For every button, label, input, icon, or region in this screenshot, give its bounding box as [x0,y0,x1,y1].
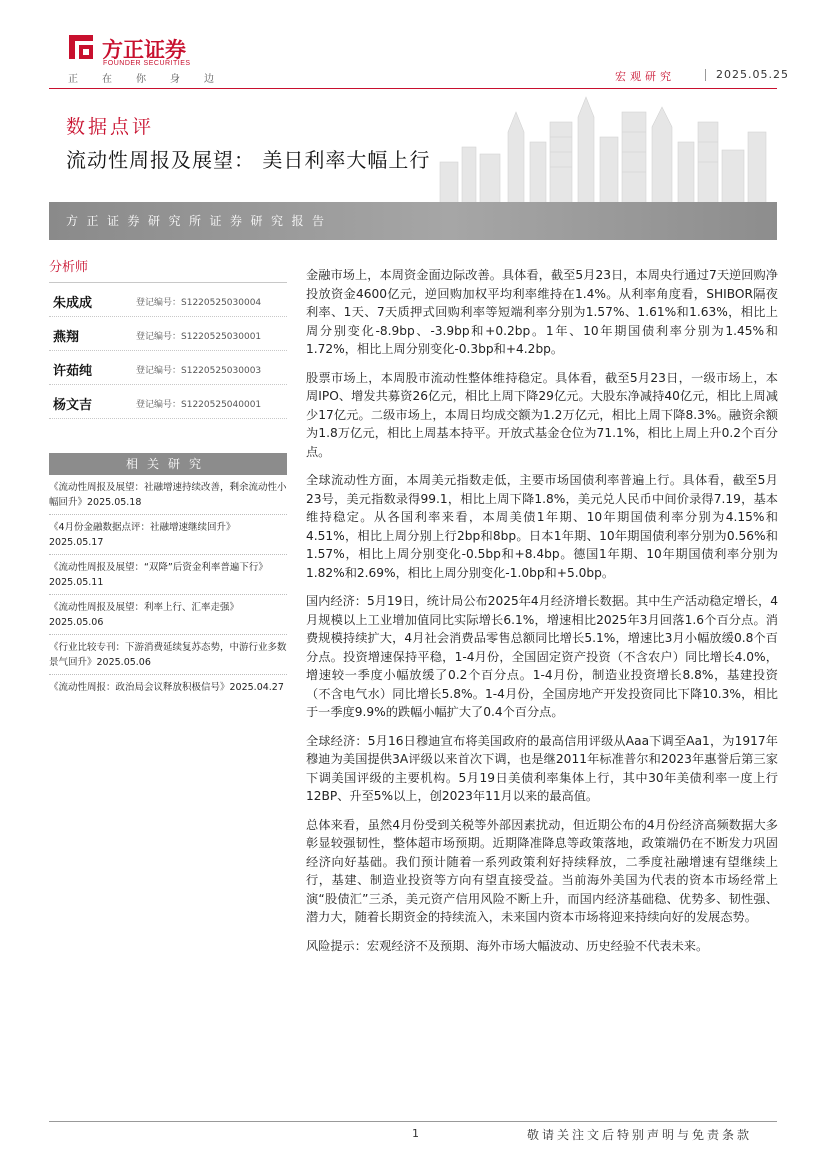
header-divider [49,88,777,89]
report-date: 2025.05.25 [716,68,789,81]
header-separator [705,69,706,81]
report-category: 宏观研究 [615,70,675,83]
body-paragraph-global-economy: 全球经济：5月16日穆迪宣布将美国政府的最高信用评级从Aaa下调至Aa1，为1917年穆迪为美国提供3A评级以来首次下调，也是继2011年标准普尔和2023年惠誉后第三家下调美国评级的主要机构。5月19日美债利率集体上行，其中30年美债利率一度上行12BP、升至5%以上，创2023年11月以来的最高值。 [306,733,778,803]
analyst-row [49,351,287,385]
related-report-link[interactable]: 《流动性周报：政治局会议释放积极信号》2025.04.27 [49,682,284,693]
body-paragraph-risk: 风险提示：宏观经济不及预期、海外市场大幅波动、历史经验不代表未来。 [306,938,709,953]
analyst-row [49,317,287,351]
body-paragraph-summary: 总体来看，虽然4月份受到关税等外部因素扰动，但近期公布的4月份经济高频数据大多彰显较强韧性，整体超市场预期。近期降准降息等政策落地，政策端仍在不断发力巩固经济向好基础。我们预计随着一系列政策利好持续释放，二季度社融增速有望继续上行，基建、制造业投资等方向有望直接受益。当前海外美国为代表的资本市场经常上演“股债汇”三杀，美元资产信用风险不断上升，而国内经济基础稳、优势多、韧性强、潜力大，随着长期资金的持续流入，未来国内资本市场将迎来持续向好的发展态势。 [306,817,778,924]
analyst-name: 杨文吉 [53,398,93,413]
analyst-name: 朱成成 [53,296,93,311]
report-body [306,266,778,965]
band-text: 方正证券研究所证券研究报告 [66,214,333,228]
page-number: 1 [412,1127,419,1140]
report-title: 流动性周报及展望： 美日利率大幅上行 [66,148,431,172]
analyst-registration: 登记编号：S1220525040001 [136,400,262,410]
related-report-link[interactable]: 《流动性周报及展望：利率上行、汇率走强》2025.05.06 [49,595,287,635]
body-paragraph-domestic-economy: 国内经济：5月19日，统计局公布2025年4月经济增长数据。其中生产活动稳定增长，4月规模以上工业增加值同比实际增长6.1%，增速相比2025年3月回落1.6个百分点。消费规模持续扩大，4月社会消费品零售总额同比增长5.1%，增速比3月小幅放缓0.8个百分点。投资增速保持平稳，1-4月份，全国固定资产投资（不含农户）同比增长4.0%，增速较一季度小幅放缓了0.2个百分点。1-4月份，制造业投资增长8.8%，基建投资（不含电气水）同比增长5.8%。1-4月份，全国房地产开发投资同比下降10.3%，相比于一季度9.9%的跌幅小幅扩大了0.4个百分点。 [306,594,778,719]
analyst-registration: 登记编号：S1220525030003 [136,366,262,376]
analyst-heading: 分析师 [49,256,287,283]
slogan: 正在你身边 [68,74,238,85]
city-skyline-image [420,92,777,204]
body-paragraph-global-liquidity: 全球流动性方面，本周美元指数走低，主要市场国债利率普遍上行。具体看，截至5月23号，美元指数录得99.1，相比上周下降1.8%，美元兑人民币中间价录得7.19，基本维持稳定。从各国利率来看，本周美债1年期、10年期国债利率分别为4.15%和4.51%，相比上周分别上行2bp和8bp。日本1年期、10年期国债利率分别为0.56%和1.57%，相比上周分别变化-0.5bp和+8.4bp。德国1年期、10年期国债利率分别为1.82%和2.69%，相比上周分别变化-1.0bp和+5.0bp。 [306,473,778,580]
related-report-link[interactable]: 《流动性周报及展望：“双降”后资金利率普遍下行》2025.05.11 [49,555,287,595]
disclaimer-note: 敬请关注文后特别声明与免责条款 [527,1128,753,1142]
document-type: 数据点评 [66,116,155,138]
related-report-link[interactable]: 《流动性周报及展望：社融增速持续改善，剩余流动性小幅回升》2025.05.18 [49,475,287,515]
analyst-registration: 登记编号：S1220525030001 [136,332,262,342]
logo-chinese-name: 方正证券 [102,38,186,62]
related-report-link[interactable]: 《4月份金融数据点评：社融增速继续回升》2025.05.17 [49,515,287,555]
related-report-link[interactable]: 《行业比较专刊：下游消费延续复苏态势，中游行业多数景气回升》2025.05.06 [49,635,287,675]
analyst-row [49,385,287,419]
analyst-name: 许茹纯 [53,364,93,379]
related-research-heading: 相关研究 [49,453,287,475]
body-paragraph-financial-market: 金融市场上，本周资金面边际改善。具体看，截至5月23日，本周央行通过7天逆回购净投放资金4600亿元，逆回购加权平均利率维持在1.4%。从利率角度看，SHIBOR隔夜利率、1天、7天质押式回购利率等短端利率分别为1.57%、1.61%和1.63%，相比上周分别变化-8.9bp、-3.9bp和+0.2bp。1年、10年期国债利率分别为1.45%和1.72%，相比上周分别变化-0.3bp和+4.2bp。 [306,268,778,356]
analyst-name: 燕翔 [53,330,80,345]
logo-english-name: FOUNDER SECURITIES [103,60,191,67]
body-paragraph-stock-market: 股票市场上，本周股市流动性整体维持稳定。具体看，截至5月23日，一级市场上，本周IPO、增发共募资26亿元，相比上周下降29亿元。大股东净减持40亿元，相比上周减少17亿元。二级市场上，本周日均成交额为1.2万亿元，相比上周下降8.3%。融资余额为1.8万亿元，相比上周基本持平。开放式基金仓位为71.1%，相比上周上升0.2个百分点。 [306,370,778,459]
sidebar [49,256,287,699]
founder-logo-icon [66,32,96,62]
analyst-row [49,283,287,317]
footer-divider [49,1121,777,1122]
analyst-registration: 登记编号：S1220525030004 [136,298,262,308]
